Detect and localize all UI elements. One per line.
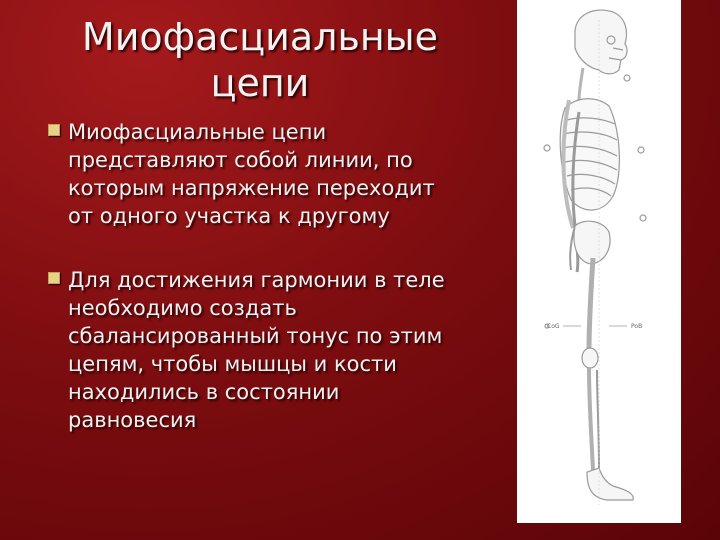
skeleton-side-view-icon (517, 0, 681, 523)
bullet-text: Миофасциальные цепи представляют собой линии, по которым напряжение переходит от одного участка к другому (68, 120, 435, 228)
figure-label-right: PoB (631, 323, 643, 330)
square-bullet-icon (48, 272, 60, 284)
square-bullet-icon (48, 124, 60, 136)
slide-title: Миофасциальные цепи (81, 15, 439, 105)
bullet-item (44, 266, 464, 434)
bullet-item (44, 118, 464, 230)
figure-label-left: CoG (547, 323, 560, 330)
skeleton-figure (517, 0, 681, 523)
bullet-text: Для достижения гармонии в теле необходимо создать сбалансированный тонус по этим цепям, чтобы мышцы и кости находились в состоянии равновесия (68, 268, 445, 432)
bullet-list (44, 118, 464, 434)
